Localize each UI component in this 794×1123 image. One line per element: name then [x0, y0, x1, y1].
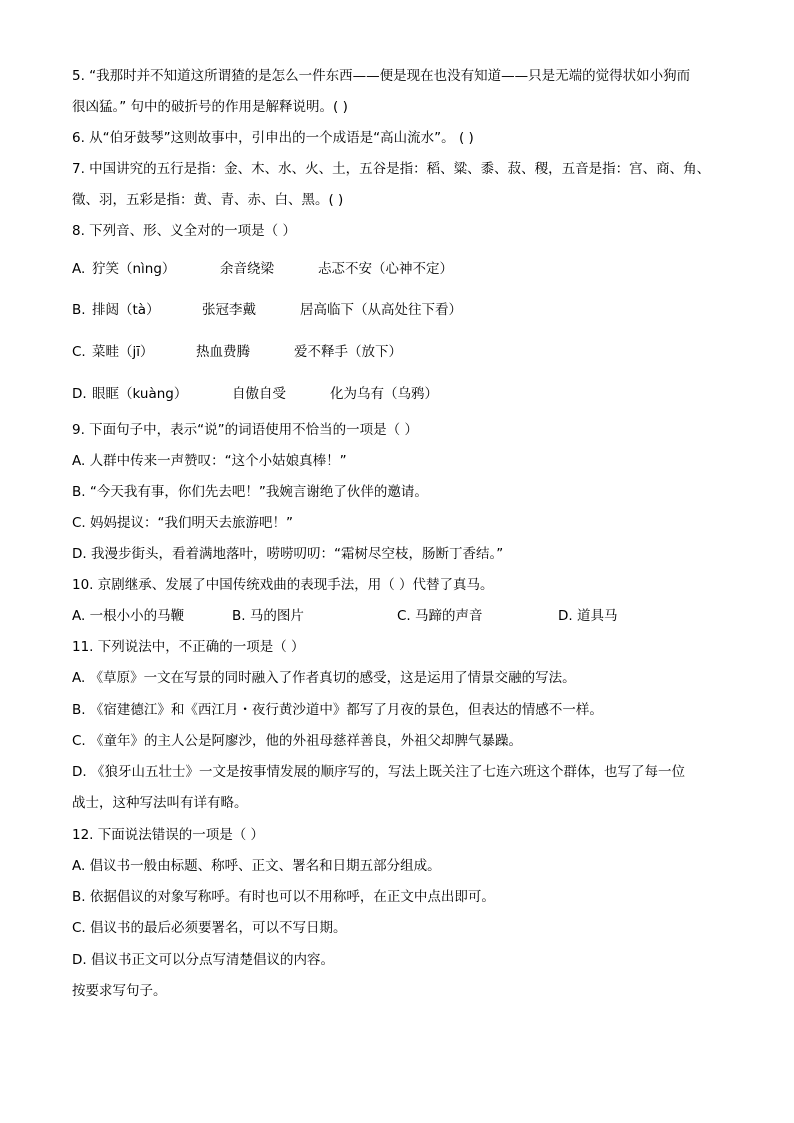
q11-stem: 11. 下列说法中，不正确的一项是（ ）: [72, 639, 305, 655]
q10-stem: 10. 京剧继承、发展了中国传统戏曲的表现手法，用（ ）代替了真马。: [72, 577, 494, 593]
q10-option-d: D. 道具马: [558, 608, 618, 624]
q9-option-c: C. 妈妈提议：“我们明天去旅游吧！”: [72, 515, 293, 531]
q11-option-c: C. 《童年》的主人公是阿廖沙，他的外祖母慈祥善良，外祖父却脾气暴躁。: [72, 733, 523, 749]
q12-option-a: A. 倡议书一般由标题、称呼、正文、署名和日期五部分组成。: [72, 858, 441, 874]
q10-option-b: B. 马的图片: [232, 608, 304, 624]
q8-option-b-meaning: 居高临下（从高处往下看）: [300, 302, 462, 318]
q8-option-b-word: 排闼（tà）: [92, 302, 160, 318]
q8-option-c-word: 菜畦（jī）: [92, 344, 154, 360]
q10-option-c: C. 马蹄的声音: [397, 608, 483, 624]
q8-option-c-label: C.: [72, 344, 86, 360]
q11-option-d-line-1: D. 《狼牙山五壮士》一文是按事情发展的顺序写的，写法上既关注了七连六班这个群体，也写了每一位: [72, 764, 685, 780]
q8-option-d-label: D.: [72, 386, 87, 402]
q11-option-d-line-2: 战士，这种写法叫有详有略。: [72, 795, 248, 811]
q12-stem: 12. 下面说法错误的一项是（ ）: [72, 827, 265, 843]
q12-option-d: D. 倡议书正文可以分点写清楚倡议的内容。: [72, 952, 334, 968]
q9-option-b: B. “今天我有事，你们先去吧！”我婉言谢绝了伙伴的邀请。: [72, 484, 428, 500]
q8-option-c-meaning: 爱不释手（放下）: [294, 344, 402, 360]
q8-option-a-meaning: 忐忑不安（心神不定）: [318, 261, 453, 277]
q12-option-c: C. 倡议书的最后必须要署名，可以不写日期。: [72, 920, 347, 936]
q8-option-d-word: 眼眶（kuàng）: [92, 386, 188, 402]
q5-line-1: 5. “我那时并不知道这所谓猹的是怎么一件东西——便是现在也没有知道——只是无端的觉得状如小狗而: [72, 68, 691, 84]
q8-option-d-meaning: 化为乌有（乌鸦）: [330, 386, 438, 402]
q9-stem: 9. 下面句子中，表示“说”的词语使用不恰当的一项是（ ）: [72, 422, 418, 438]
section-heading: 按要求写句子。: [72, 983, 167, 999]
q11-option-a: A. 《草原》一文在写景的同时融入了作者真切的感受，这是运用了情景交融的写法。: [72, 670, 576, 686]
q5-line-2: 很凶猛。” 句中的破折号的作用是解释说明。( ): [72, 99, 348, 115]
q6-text: 6. 从“伯牙鼓琴”这则故事中，引申出的一个成语是“高山流水”。 ( ): [72, 130, 474, 146]
q11-option-b: B. 《宿建德江》和《西江月・夜行黄沙道中》都写了月夜的景色，但表达的情感不一样。: [72, 702, 603, 718]
q7-line-1: 7. 中国讲究的五行是指：金、木、水、火、土，五谷是指：稻、粱、黍、菽、稷，五音是指：宫、商、角、: [72, 161, 711, 177]
q8-option-a-idiom: 余音绕梁: [220, 261, 274, 277]
q12-option-b: B. 依据倡议的对象写称呼。有时也可以不用称呼，在正文中点出即可。: [72, 889, 495, 905]
q10-option-a: A. 一根小小的马鞭: [72, 608, 185, 624]
q8-option-b-label: B.: [72, 302, 86, 318]
q8-option-b-idiom: 张冠李戴: [202, 302, 256, 318]
q8-option-a-label: A.: [72, 261, 86, 277]
q8-option-d-idiom: 自傲自受: [232, 386, 286, 402]
q9-option-a: A. 人群中传来一声赞叹：“这个小姑娘真棒！”: [72, 453, 347, 469]
q8-option-c-idiom: 热血费腾: [196, 344, 250, 360]
q9-option-d: D. 我漫步街头，看着满地落叶，唠唠叨叨：“霜树尽空枝，肠断丁香结。”: [72, 546, 504, 562]
q8-option-a-word: 狞笑（nìng）: [92, 261, 176, 277]
q8-stem: 8. 下列音、形、义全对的一项是（ ）: [72, 223, 296, 239]
q7-line-2: 徵、羽，五彩是指：黄、青、赤、白、黑。( ): [72, 192, 344, 208]
